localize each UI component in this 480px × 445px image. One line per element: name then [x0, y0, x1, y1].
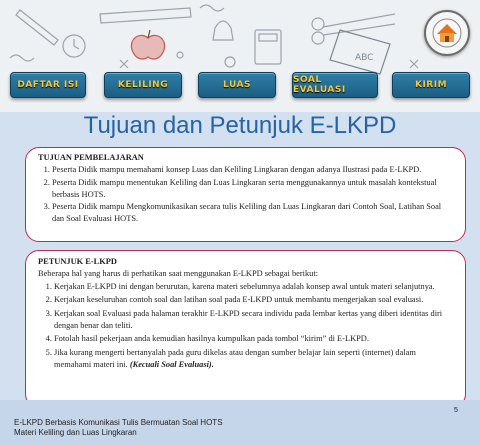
- nav-kirim-button[interactable]: [392, 72, 470, 98]
- nav-luas-label: LUAS: [223, 80, 251, 90]
- list-item-text: Jika kurang mengerti bertanyalah pada guru dikelas atau dengan sumber belajar lain seperti (internet) dalam memahami materi ini.: [54, 348, 416, 369]
- petunjuk-note: (Kecuali Soal Evaluasi).: [129, 359, 214, 369]
- petunjuk-card: [25, 250, 466, 408]
- footer-line-1: E-LKPD Berbasis Komunikasi Tulis Bermuatan Soal HOTS: [14, 418, 223, 427]
- petunjuk-list: [38, 281, 455, 371]
- nav-keliling-label: KELILING: [117, 80, 169, 90]
- list-item: 2. Peserta Didik mampu menentukan Keliling dan Luas Lingkaran serta menggunakannya untuk masalah kontekstual berbasis HOTS.: [52, 177, 455, 202]
- list-item: 1. Kerjakan E-LKPD ini dengan berurutan, karena materi sebelumnya adalah konsep awal untuk materi selanjutnya.: [54, 281, 455, 293]
- petunjuk-intro: Beberapa hal yang harus di perhatikan saat menggunakan E-LKPD sebagai berikut:: [38, 269, 319, 279]
- footer-line-2: Materi Keliling dan Luas Lingkaran: [14, 428, 137, 437]
- list-item: [54, 347, 455, 370]
- nav-luas-button[interactable]: [198, 72, 276, 98]
- list-item: 4. Fotolah hasil pekerjaan anda kemudian hasilnya kumpulkan pada tombol “kirim” di E-LKPD.: [54, 333, 455, 345]
- list-item: 2. Kerjakan keseluruhan contoh soal dan latihan soal pada E-LKPD untuk membantu mengerjakan soal evaluasi.: [54, 294, 455, 306]
- nav-soal-evaluasi-button[interactable]: [292, 72, 378, 98]
- petunjuk-heading: PETUNJUK E-LKPD: [38, 257, 117, 266]
- svg-text:ABC: ABC: [355, 53, 374, 63]
- tujuan-card: [25, 147, 466, 242]
- nav-kirim-label: KIRIM: [414, 80, 448, 90]
- tujuan-list: [38, 164, 455, 225]
- list-item: 3. Kerjakan soal Evaluasi pada halaman terakhir E-LKPD secara individu pada lembar kertas yang diberi identitas diri dengan benar dan teliti.: [54, 308, 455, 331]
- header-banner: [0, 0, 480, 112]
- home-button[interactable]: [424, 10, 470, 56]
- nav-daftar-isi-button[interactable]: [10, 72, 86, 98]
- tujuan-heading: TUJUAN PEMBELAJARAN: [38, 153, 144, 162]
- list-item: 1. Peserta Didik mampu memahami konsep Luas dan Keliling Lingkaran dengan adanya Ilustrasi pada E-LKPD.: [52, 164, 455, 176]
- nav-keliling-button[interactable]: [104, 72, 182, 98]
- page-title: Tujuan dan Petunjuk E-LKPD: [83, 112, 397, 139]
- home-icon: [432, 18, 462, 48]
- footer: [0, 400, 480, 445]
- nav-daftar-isi-label: DAFTAR ISI: [17, 80, 79, 90]
- nav-soal-evaluasi-label: SOAL EVALUASI: [293, 75, 346, 95]
- page-number: 5: [454, 407, 458, 414]
- list-item: 3. Peserta Didik mampu Mengkomunikasikan secara tulis Keliling dan Luas Lingkaran dari Contoh Soal, Latihan Soal dan Soal Evaluasi HOTS.: [52, 201, 455, 226]
